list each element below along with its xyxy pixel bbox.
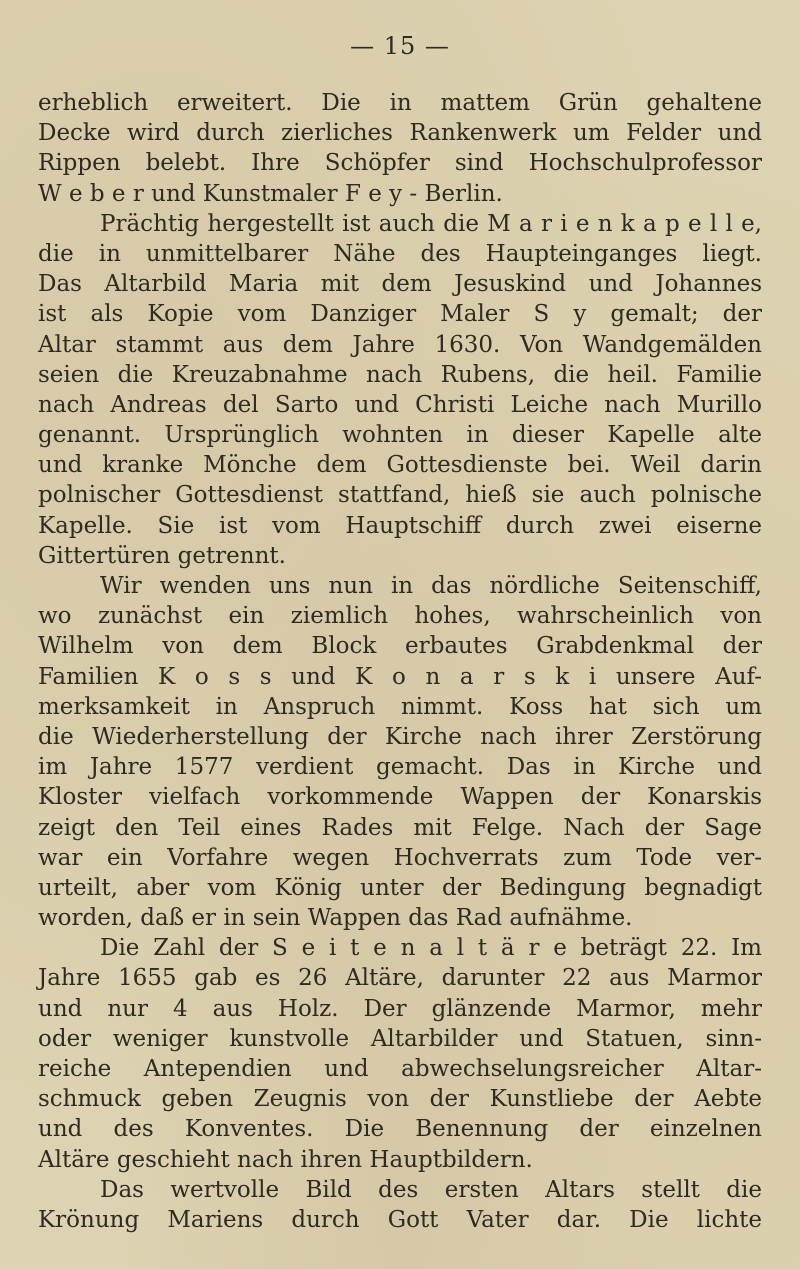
text-line: Jahre 1655 gab es 26 Altäre, darunter 22 aus Marmor	[38, 965, 762, 992]
text-line: die in unmittelbarer Nähe des Haupteinganges liegt.	[38, 240, 762, 267]
text-line: worden, daß er in sein Wappen das Rad aufnähme.	[38, 905, 633, 932]
text-line: polnischer Gottesdienst stattfand, hieß sie auch polnische	[38, 482, 762, 509]
text-line: zeigt den Teil eines Rades mit Felge. Nach der Sage	[38, 814, 762, 841]
text-line: Die Zahl der S e i t e n a l t ä r e beträgt 22. Im	[100, 935, 762, 962]
text-line: Rippen belebt. Ihre Schöpfer sind Hochschulprofessor	[38, 150, 762, 177]
text-line: schmuck geben Zeugnis von der Kunstliebe der Aebte	[38, 1086, 762, 1113]
text-line: im Jahre 1577 verdient gemacht. Das in Kirche und	[38, 754, 762, 781]
text-line: genannt. Ursprünglich wohnten in dieser Kapelle alte	[38, 422, 762, 449]
text-line: seien die Kreuzabnahme nach Rubens, die heil. Familie	[38, 361, 762, 388]
text-line: urteilt, aber vom König unter der Bedingung begnadigt	[38, 874, 762, 901]
text-line: Prächtig hergestellt ist auch die M a r i e n k a p e l l e,	[100, 210, 762, 237]
text-line: reiche Antependien und abwechselungsreicher Altar-	[38, 1056, 762, 1082]
text-line: oder weniger kunstvolle Altarbilder und Statuen, sinn-	[38, 1025, 762, 1052]
text-line: und des Konventes. Die Benennung der einzelnen	[38, 1116, 762, 1143]
text-line: war ein Vorfahre wegen Hochverrats zum Tode ver-	[38, 844, 762, 871]
text-line: Krönung Mariens durch Gott Vater dar. Die lichte	[38, 1206, 762, 1233]
text-line: Altäre geschieht nach ihren Hauptbildern.	[38, 1146, 533, 1173]
text-line: Kloster vielfach vorkommende Wappen der Konarskis	[38, 784, 762, 811]
text-line: merksamkeit in Anspruch nimmt. Koss hat sich um	[38, 693, 762, 720]
text-line: und kranke Mönche dem Gottesdienste bei. Weil darin	[38, 452, 762, 479]
text-line: Familien K o s s und K o n a r s k i unsere Auf-	[38, 663, 762, 690]
text-line: Das wertvolle Bild des ersten Altars stellt die	[100, 1176, 762, 1203]
page-number: — 15 —	[350, 32, 450, 60]
text-line: W e b e r und Kunstmaler F e y - Berlin.	[38, 180, 503, 207]
text-line: Kapelle. Sie ist vom Hauptschiff durch zwei eiserne	[38, 512, 762, 539]
body-text	[38, 88, 762, 1235]
text-line: Wir wenden uns nun in das nördliche Seitenschiff,	[100, 573, 762, 599]
text-line: ist als Kopie vom Danziger Maler S y gemalt; der	[38, 301, 762, 328]
text-line: Decke wird durch zierliches Rankenwerk um Felder und	[38, 120, 762, 147]
text-line: Wilhelm von dem Block erbautes Grabdenkmal der	[38, 633, 762, 660]
text-line: wo zunächst ein ziemlich hohes, wahrscheinlich von	[38, 603, 762, 630]
text-line: die Wiederherstellung der Kirche nach ihrer Zerstörung	[38, 723, 762, 750]
text-line: Das Altarbild Maria mit dem Jesuskind und Johannes	[38, 271, 762, 298]
text-line: Altar stammt aus dem Jahre 1630. Von Wandgemälden	[38, 331, 762, 358]
text-line: nach Andreas del Sarto und Christi Leiche nach Murillo	[38, 391, 762, 418]
text-line: Gittertüren getrennt.	[38, 542, 286, 569]
text-line: und nur 4 aus Holz. Der glänzende Marmor, mehr	[38, 995, 762, 1022]
text-line: erheblich erweitert. Die in mattem Grün gehaltene	[38, 90, 762, 116]
